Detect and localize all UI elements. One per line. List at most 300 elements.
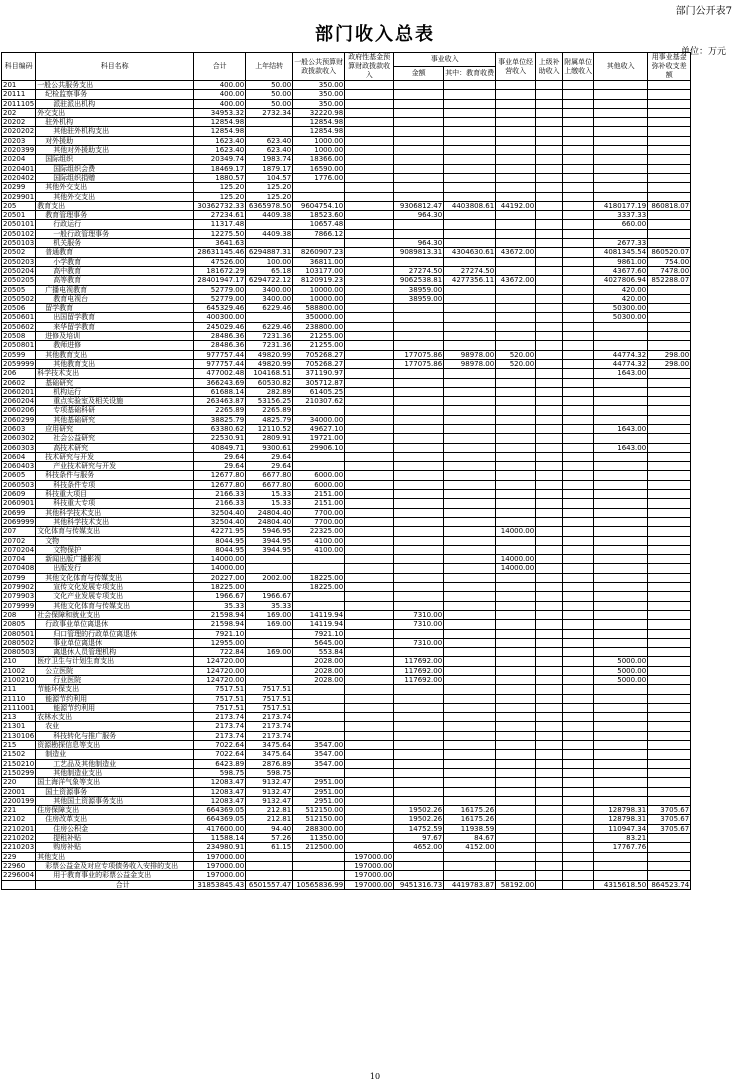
value-cell: 28401947.17 [194, 276, 246, 285]
value-cell [444, 768, 496, 777]
value-cell [496, 108, 536, 117]
value-cell [496, 620, 536, 629]
value-cell [594, 387, 648, 396]
value-cell [536, 127, 563, 136]
table-row [2, 713, 691, 722]
value-cell: 52779.00 [194, 285, 246, 294]
value-cell [444, 861, 496, 870]
value-cell [345, 332, 394, 341]
value-cell: 12083.47 [194, 796, 246, 805]
value-cell [648, 239, 691, 248]
value-cell [345, 471, 394, 480]
value-cell: 3944.95 [246, 536, 293, 545]
value-cell [594, 796, 648, 805]
value-cell [536, 815, 563, 824]
name-cell: 出版发行 [36, 564, 194, 573]
name-cell: 其他科学技术支出 [36, 517, 194, 526]
value-cell [594, 731, 648, 740]
value-cell [496, 220, 536, 229]
name-cell: 节能环保支出 [36, 685, 194, 694]
value-cell [594, 620, 648, 629]
value-cell [594, 452, 648, 461]
value-cell [246, 127, 293, 136]
value-cell: 4152.00 [444, 843, 496, 852]
value-cell: 10657.48 [293, 220, 345, 229]
value-cell [563, 118, 594, 127]
table-row [2, 620, 691, 629]
table-row [2, 471, 691, 480]
value-cell: 3400.00 [246, 294, 293, 303]
value-cell [496, 871, 536, 880]
code-cell: 210 [2, 657, 36, 666]
header-general-budget: 一般公共预算财政拨款收入 [293, 53, 345, 81]
value-cell: 18469.17 [194, 164, 246, 173]
value-cell [563, 378, 594, 387]
value-cell: 864523.74 [648, 880, 691, 889]
code-cell: 205 [2, 201, 36, 210]
value-cell [496, 778, 536, 787]
value-cell [293, 452, 345, 461]
name-cell: 社会保障和就业支出 [36, 610, 194, 619]
value-cell [648, 452, 691, 461]
value-cell [648, 694, 691, 703]
name-cell: 行政事业单位离退休 [36, 620, 194, 629]
code-cell: 20699 [2, 508, 36, 517]
value-cell: 754.00 [648, 257, 691, 266]
value-cell [594, 108, 648, 117]
value-cell [394, 601, 444, 610]
code-cell: 215 [2, 741, 36, 750]
header-business-amount: 金额 [394, 67, 444, 81]
table-row [2, 239, 691, 248]
value-cell: 30362732.33 [194, 201, 246, 210]
value-cell [496, 750, 536, 759]
value-cell [536, 648, 563, 657]
name-cell: 行政运行 [36, 220, 194, 229]
value-cell [345, 220, 394, 229]
table-row [2, 434, 691, 443]
value-cell [345, 806, 394, 815]
value-cell [594, 750, 648, 759]
value-cell: 10000.00 [293, 285, 345, 294]
value-cell: 645329.46 [194, 304, 246, 313]
value-cell [563, 759, 594, 768]
table-row [2, 824, 691, 833]
code-cell: 2059999 [3, 359, 35, 368]
code-cell: 2150210 [3, 759, 35, 768]
code-cell: 20605 [2, 471, 36, 480]
value-cell [536, 834, 563, 843]
value-cell: 212.81 [246, 806, 293, 815]
code-cell [2, 880, 36, 889]
table-row [2, 806, 691, 815]
code-cell: 2080502 [3, 638, 35, 647]
name-cell: 一般公共服务支出 [36, 81, 194, 90]
value-cell: 100.00 [246, 257, 293, 266]
value-cell [648, 490, 691, 499]
header-carry: 上年结转 [246, 53, 293, 81]
value-cell [648, 583, 691, 592]
value-cell: 2028.00 [293, 666, 345, 675]
value-cell: 1623.40 [194, 146, 246, 155]
value-cell [648, 722, 691, 731]
value-cell: 18225.00 [293, 573, 345, 582]
value-cell [536, 350, 563, 359]
value-cell [394, 173, 444, 182]
name-cell: 驻外机构 [36, 118, 194, 127]
value-cell [648, 601, 691, 610]
value-cell [648, 424, 691, 433]
name-cell: 能源节约利用 [36, 703, 194, 712]
value-cell [594, 332, 648, 341]
value-cell: 520.00 [496, 350, 536, 359]
value-cell [394, 341, 444, 350]
value-cell [648, 173, 691, 182]
value-cell [444, 90, 496, 99]
value-cell: 298.00 [648, 359, 691, 368]
value-cell [536, 406, 563, 415]
value-cell [444, 573, 496, 582]
value-cell: 197000.00 [345, 880, 394, 889]
value-cell: 9861.00 [594, 257, 648, 266]
value-cell: 477002.48 [194, 369, 246, 378]
value-cell: 19502.26 [394, 815, 444, 824]
value-cell [536, 81, 563, 90]
value-cell: 3705.67 [648, 815, 691, 824]
value-cell: 263463.87 [194, 397, 246, 406]
value-cell: 5000.00 [594, 676, 648, 685]
value-cell [246, 239, 293, 248]
value-cell: 8120919.23 [293, 276, 345, 285]
value-cell [496, 387, 536, 396]
value-cell [536, 638, 563, 647]
code-cell: 2060303 [3, 443, 35, 452]
value-cell: 6000.00 [293, 480, 345, 489]
value-cell [345, 592, 394, 601]
value-cell: 6294722.12 [246, 276, 293, 285]
value-cell: 22530.91 [194, 434, 246, 443]
value-cell [496, 768, 536, 777]
value-cell [394, 192, 444, 201]
value-cell [563, 601, 594, 610]
value-cell [496, 136, 536, 145]
value-cell [594, 462, 648, 471]
value-cell: 4315618.50 [594, 880, 648, 889]
value-cell: 18523.60 [293, 211, 345, 220]
table-row [2, 685, 691, 694]
table-row [2, 880, 691, 889]
code-cell: 20704 [2, 555, 36, 564]
value-cell [345, 322, 394, 331]
name-cell: 住房公积金 [36, 824, 194, 833]
value-cell [345, 136, 394, 145]
table-row [2, 676, 691, 685]
table-row [2, 703, 691, 712]
value-cell [444, 666, 496, 675]
value-cell: 9300.61 [246, 443, 293, 452]
value-cell [394, 731, 444, 740]
value-cell [496, 843, 536, 852]
value-cell: 400300.00 [194, 313, 246, 322]
value-cell [345, 183, 394, 192]
header-code: 科目编码 [2, 53, 36, 81]
value-cell [345, 239, 394, 248]
header-business-income: 事业收入 [394, 53, 496, 67]
value-cell [345, 108, 394, 117]
value-cell [444, 378, 496, 387]
value-cell [345, 703, 394, 712]
name-cell: 其他文化体育与传媒支出 [36, 601, 194, 610]
code-cell: 20203 [2, 136, 36, 145]
value-cell: 12110.52 [246, 424, 293, 433]
value-cell [496, 787, 536, 796]
code-cell: 2050103 [3, 239, 35, 248]
code-cell: 20609 [2, 490, 36, 499]
code-cell: 2060204 [3, 397, 35, 406]
value-cell: 238800.00 [293, 322, 345, 331]
value-cell [648, 834, 691, 843]
value-cell [536, 620, 563, 629]
value-cell [648, 471, 691, 480]
value-cell [394, 304, 444, 313]
name-cell: 工艺品及其他制造业 [36, 759, 194, 768]
value-cell: 14119.94 [293, 610, 345, 619]
value-cell: 3944.95 [246, 545, 293, 554]
value-cell: 2151.00 [293, 499, 345, 508]
value-cell: 128798.31 [594, 815, 648, 824]
value-cell [293, 592, 345, 601]
table-row [2, 192, 691, 201]
value-cell [648, 871, 691, 880]
value-cell [345, 573, 394, 582]
value-cell: 197000.00 [345, 852, 394, 861]
value-cell [648, 369, 691, 378]
value-cell [496, 443, 536, 452]
value-cell [345, 257, 394, 266]
value-cell: 117692.00 [394, 657, 444, 666]
name-cell: 科技重大专项 [36, 499, 194, 508]
value-cell [648, 90, 691, 99]
value-cell [536, 257, 563, 266]
value-cell: 83.21 [594, 834, 648, 843]
value-cell: 7921.10 [194, 629, 246, 638]
value-cell: 27274.50 [394, 266, 444, 275]
value-cell [536, 657, 563, 666]
value-cell [536, 276, 563, 285]
name-cell: 其他制造业支出 [36, 768, 194, 777]
value-cell [496, 183, 536, 192]
value-cell: 860520.07 [648, 248, 691, 257]
value-cell [648, 322, 691, 331]
value-cell [444, 211, 496, 220]
value-cell [293, 768, 345, 777]
code-cell: 2050601 [3, 313, 35, 322]
table-row [2, 834, 691, 843]
code-cell: 2050204 [3, 266, 35, 275]
name-cell: 国际组织会费 [36, 164, 194, 173]
value-cell [444, 341, 496, 350]
table-row [2, 81, 691, 90]
header-lower-remit: 附属单位上缴收入 [563, 53, 594, 81]
value-cell [536, 731, 563, 740]
value-cell [345, 211, 394, 220]
table-row [2, 648, 691, 657]
value-cell [496, 257, 536, 266]
value-cell [444, 480, 496, 489]
value-cell [594, 555, 648, 564]
value-cell [293, 694, 345, 703]
value-cell [594, 861, 648, 870]
value-cell [536, 90, 563, 99]
code-cell: 202 [2, 108, 36, 117]
value-cell [444, 406, 496, 415]
value-cell [594, 601, 648, 610]
value-cell: 7022.64 [194, 741, 246, 750]
value-cell: 6677.80 [246, 480, 293, 489]
value-cell [394, 871, 444, 880]
value-cell [293, 462, 345, 471]
value-cell: 212.81 [246, 815, 293, 824]
value-cell: 28486.36 [194, 332, 246, 341]
value-cell: 110947.34 [594, 824, 648, 833]
value-cell: 7921.10 [293, 629, 345, 638]
value-cell: 97.67 [394, 834, 444, 843]
name-cell: 事业单位离退休 [36, 638, 194, 647]
value-cell [563, 211, 594, 220]
value-cell [444, 564, 496, 573]
value-cell [496, 490, 536, 499]
value-cell [648, 285, 691, 294]
value-cell [444, 713, 496, 722]
value-cell [345, 462, 394, 471]
value-cell: 10000.00 [293, 294, 345, 303]
value-cell [444, 443, 496, 452]
table-row [2, 415, 691, 424]
code-cell: 2111001 [3, 703, 35, 712]
value-cell: 177075.86 [394, 359, 444, 368]
table-row [2, 90, 691, 99]
value-cell [444, 620, 496, 629]
value-cell: 2951.00 [293, 778, 345, 787]
value-cell [345, 480, 394, 489]
value-cell [394, 369, 444, 378]
code-cell: 22001 [2, 787, 36, 796]
value-cell: 1879.17 [246, 164, 293, 173]
code-cell: 20799 [2, 573, 36, 582]
value-cell [293, 183, 345, 192]
value-cell: 7478.00 [648, 266, 691, 275]
value-cell [345, 424, 394, 433]
value-cell [563, 564, 594, 573]
value-cell [444, 322, 496, 331]
table-row [2, 359, 691, 368]
value-cell: 7517.51 [194, 703, 246, 712]
value-cell: 3547.00 [293, 750, 345, 759]
value-cell [496, 192, 536, 201]
value-cell [345, 229, 394, 238]
value-cell: 2166.33 [194, 499, 246, 508]
code-cell: 2130106 [3, 731, 35, 740]
value-cell: 63380.62 [194, 424, 246, 433]
name-cell: 国土海洋气象等支出 [36, 778, 194, 787]
value-cell [648, 610, 691, 619]
value-cell [563, 620, 594, 629]
value-cell [536, 536, 563, 545]
value-cell [345, 285, 394, 294]
code-cell: 2150299 [3, 768, 35, 777]
value-cell: 512150.00 [293, 815, 345, 824]
value-cell [594, 536, 648, 545]
name-cell: 科技条件与服务 [36, 471, 194, 480]
value-cell [648, 164, 691, 173]
value-cell: 350.00 [293, 81, 345, 90]
value-cell [444, 452, 496, 461]
value-cell [563, 527, 594, 536]
value-cell [394, 127, 444, 136]
value-cell [536, 462, 563, 471]
value-cell [563, 155, 594, 164]
value-cell: 124720.00 [194, 676, 246, 685]
table-row [2, 796, 691, 805]
value-cell [293, 239, 345, 248]
value-cell [345, 741, 394, 750]
value-cell [444, 545, 496, 554]
value-cell [536, 369, 563, 378]
value-cell [394, 81, 444, 90]
value-cell [563, 81, 594, 90]
value-cell [394, 768, 444, 777]
name-cell: 文物保护 [36, 545, 194, 554]
value-cell [496, 499, 536, 508]
value-cell [345, 378, 394, 387]
value-cell [536, 220, 563, 229]
table-row [2, 694, 691, 703]
value-cell: 98978.00 [444, 350, 496, 359]
value-cell [444, 146, 496, 155]
value-cell: 2951.00 [293, 796, 345, 805]
value-cell [563, 880, 594, 889]
value-cell [345, 118, 394, 127]
value-cell [246, 313, 293, 322]
value-cell [563, 806, 594, 815]
value-cell: 420.00 [594, 294, 648, 303]
value-cell: 50.00 [246, 81, 293, 90]
value-cell [563, 741, 594, 750]
value-cell [496, 322, 536, 331]
code-cell: 2069999 [3, 517, 35, 526]
value-cell [648, 127, 691, 136]
value-cell [394, 452, 444, 461]
value-cell [563, 843, 594, 852]
value-cell: 7866.12 [293, 229, 345, 238]
value-cell [563, 583, 594, 592]
value-cell [536, 155, 563, 164]
code-cell: 2050101 [3, 220, 35, 229]
code-cell: 201 [2, 81, 36, 90]
name-cell: 用于教育事业的彩票公益金支出 [36, 871, 194, 880]
value-cell [444, 555, 496, 564]
value-cell [563, 90, 594, 99]
value-cell [536, 313, 563, 322]
value-cell [563, 499, 594, 508]
table-row [2, 462, 691, 471]
code-cell: 22960 [2, 861, 36, 870]
value-cell [293, 731, 345, 740]
value-cell [563, 341, 594, 350]
value-cell: 103177.00 [293, 266, 345, 275]
value-cell [648, 657, 691, 666]
value-cell [345, 350, 394, 359]
